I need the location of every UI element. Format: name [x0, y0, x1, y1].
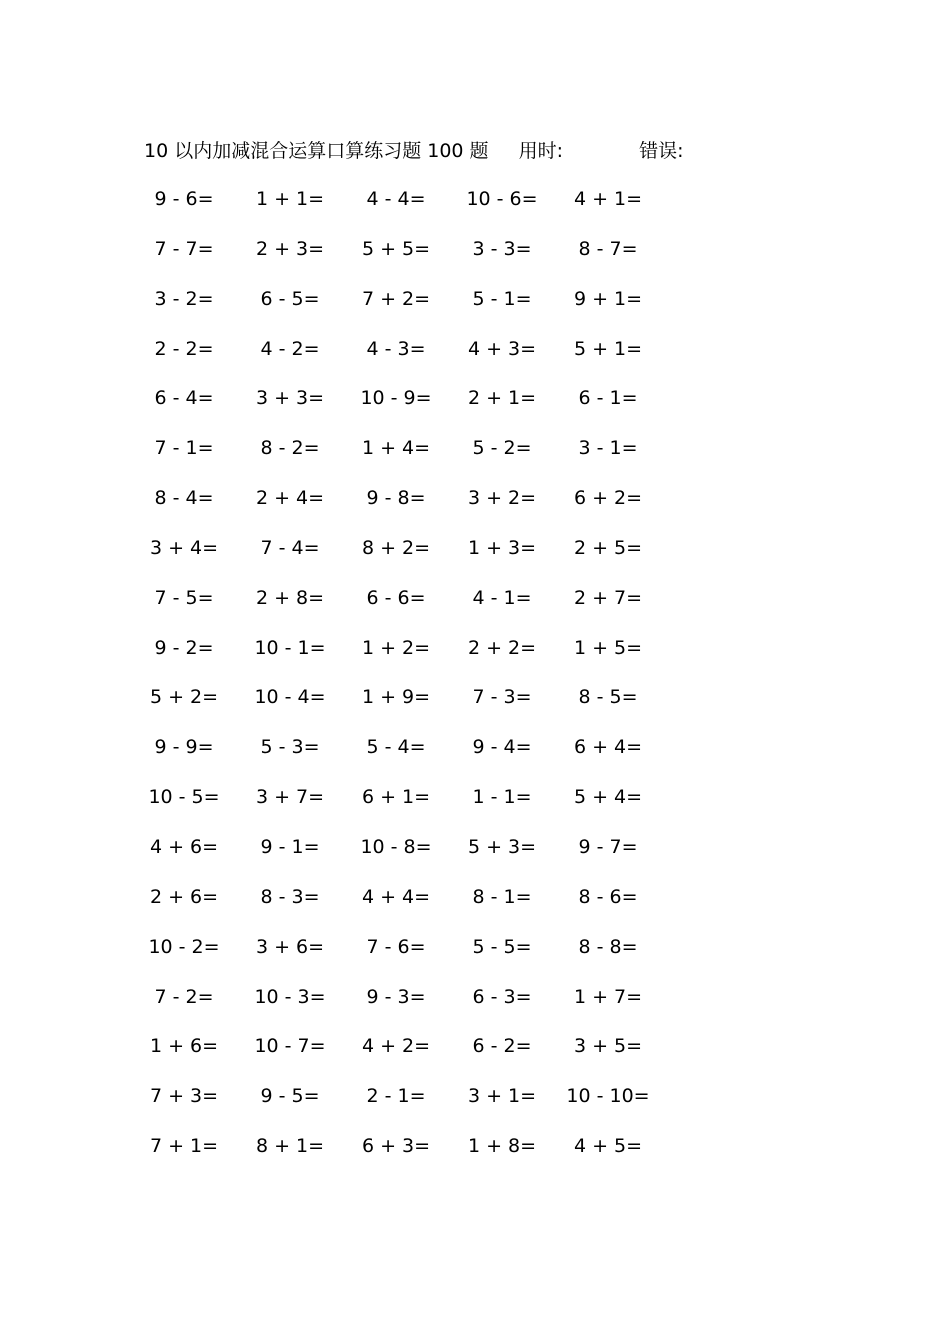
problem-item: 2 + 7=: [573, 586, 643, 609]
problem-item: 8 - 3=: [260, 885, 320, 908]
problem-item: 1 + 5=: [573, 636, 643, 659]
problem-item: 1 + 6=: [149, 1035, 219, 1058]
problem-item: 3 + 7=: [255, 786, 325, 809]
problem-item: 6 - 2=: [472, 1035, 532, 1058]
problem-item: 3 + 2=: [467, 487, 537, 510]
problem-row: [0, 635, 950, 685]
problem-item: 7 + 3=: [149, 1085, 219, 1108]
problem-item: 3 + 5=: [573, 1035, 643, 1058]
problem-row: [0, 734, 950, 784]
problem-item: 6 - 5=: [260, 287, 320, 310]
problem-item: 3 + 6=: [255, 935, 325, 958]
problem-item: 9 - 7=: [578, 835, 638, 858]
problem-row: [0, 884, 950, 934]
problem-row: [0, 684, 950, 734]
problem-item: 6 + 1=: [361, 786, 431, 809]
problem-item: 1 - 1=: [472, 786, 532, 809]
problem-item: 8 - 2=: [260, 437, 320, 460]
problem-item: 6 + 4=: [573, 736, 643, 759]
problem-grid: [0, 186, 950, 1183]
problem-item: 3 - 3=: [472, 237, 532, 260]
problem-item: 10 - 5=: [148, 786, 220, 809]
problem-row: [0, 336, 950, 386]
problem-item: 2 + 1=: [467, 387, 537, 410]
problem-item: 6 + 2=: [573, 487, 643, 510]
problem-item: 1 + 7=: [573, 985, 643, 1008]
errors-count-label: 错误:: [639, 140, 684, 162]
problem-row: [0, 784, 950, 834]
problem-item: 9 - 6=: [154, 188, 214, 210]
problem-item: 4 + 4=: [361, 885, 431, 908]
problem-item: 10 - 6=: [466, 188, 538, 210]
problem-item: 1 + 1=: [255, 188, 325, 210]
problem-row: [0, 834, 950, 884]
problem-row: [0, 984, 950, 1034]
problem-item: 4 + 5=: [573, 1135, 643, 1158]
problem-item: 4 - 1=: [472, 586, 532, 609]
problem-item: 7 - 4=: [260, 536, 320, 559]
problem-item: 5 + 2=: [149, 686, 219, 709]
problem-item: 7 - 5=: [154, 586, 214, 609]
problem-item: 1 + 9=: [361, 686, 431, 709]
problem-item: 7 + 1=: [149, 1135, 219, 1158]
problem-item: 7 + 2=: [361, 287, 431, 310]
problem-row: [0, 286, 950, 336]
problem-item: 10 - 9=: [360, 387, 432, 410]
problem-item: 9 + 1=: [573, 287, 643, 310]
problem-item: 6 - 6=: [366, 586, 426, 609]
problem-item: 5 + 1=: [573, 337, 643, 360]
problem-row: [0, 934, 950, 984]
problem-item: 8 - 8=: [578, 935, 638, 958]
problem-item: 9 - 5=: [260, 1085, 320, 1108]
problem-item: 6 - 4=: [154, 387, 214, 410]
problem-item: 1 + 8=: [467, 1135, 537, 1158]
problem-item: 2 + 5=: [573, 536, 643, 559]
problem-item: 7 - 7=: [154, 237, 214, 260]
problem-item: 3 - 1=: [578, 437, 638, 460]
problem-item: 9 - 4=: [472, 736, 532, 759]
problem-item: 8 - 4=: [154, 487, 214, 510]
problem-item: 1 + 2=: [361, 636, 431, 659]
problem-row: [0, 1133, 950, 1183]
problem-item: 8 - 1=: [472, 885, 532, 908]
problem-item: 10 - 3=: [254, 985, 326, 1008]
problem-item: 4 + 2=: [361, 1035, 431, 1058]
problem-item: 5 - 5=: [472, 935, 532, 958]
problem-row: [0, 1033, 950, 1083]
problem-item: 10 - 1=: [254, 636, 326, 659]
problem-item: 2 + 6=: [149, 885, 219, 908]
problem-item: 9 - 8=: [366, 487, 426, 510]
problem-item: 5 + 3=: [467, 835, 537, 858]
problem-item: 5 + 5=: [361, 237, 431, 260]
problem-item: 2 + 4=: [255, 487, 325, 510]
time-taken-label: 用时:: [518, 140, 564, 162]
problem-item: 8 - 5=: [578, 686, 638, 709]
problem-item: 2 + 2=: [467, 636, 537, 659]
problem-item: 2 - 1=: [366, 1085, 426, 1108]
problem-item: 3 + 3=: [255, 387, 325, 410]
problem-item: 7 - 2=: [154, 985, 214, 1008]
problem-item: 5 - 4=: [366, 736, 426, 759]
problem-item: 4 + 6=: [149, 835, 219, 858]
problem-item: 10 - 8=: [360, 835, 432, 858]
problem-item: 4 - 2=: [260, 337, 320, 360]
problem-item: 7 - 6=: [366, 935, 426, 958]
problem-item: 5 + 4=: [573, 786, 643, 809]
problem-item: 2 + 8=: [255, 586, 325, 609]
problem-item: 9 - 9=: [154, 736, 214, 759]
problem-item: 9 - 2=: [154, 636, 214, 659]
problem-item: 5 - 3=: [260, 736, 320, 759]
problem-item: 9 - 1=: [260, 835, 320, 858]
problem-item: 6 - 1=: [578, 387, 638, 410]
problem-item: 10 - 10=: [566, 1085, 650, 1108]
problem-row: [0, 485, 950, 535]
problem-item: 4 + 1=: [573, 188, 643, 210]
problem-item: 10 - 7=: [254, 1035, 326, 1058]
problem-item: 4 - 3=: [366, 337, 426, 360]
problem-row: [0, 535, 950, 585]
problem-item: 6 - 3=: [472, 985, 532, 1008]
problem-item: 7 - 3=: [472, 686, 532, 709]
problem-item: 4 - 4=: [366, 188, 426, 210]
problem-row: [0, 385, 950, 435]
problem-item: 3 + 4=: [149, 536, 219, 559]
problem-item: 2 + 3=: [255, 237, 325, 260]
problem-item: 3 + 1=: [467, 1085, 537, 1108]
problem-item: 4 + 3=: [467, 337, 537, 360]
problem-item: 5 - 1=: [472, 287, 532, 310]
problem-item: 1 + 3=: [467, 536, 537, 559]
problem-item: 10 - 2=: [148, 935, 220, 958]
problem-row: [0, 236, 950, 286]
problem-item: 8 - 6=: [578, 885, 638, 908]
problem-row: [0, 435, 950, 485]
problem-item: 8 + 2=: [361, 536, 431, 559]
problem-row: [0, 186, 950, 236]
worksheet-title: 10 以内加减混合运算口算练习题 100 题: [144, 140, 489, 162]
problem-item: 8 - 7=: [578, 237, 638, 260]
problem-item: 2 - 2=: [154, 337, 214, 360]
worksheet-header: [144, 138, 683, 164]
problem-item: 8 + 1=: [255, 1135, 325, 1158]
problem-item: 1 + 4=: [361, 437, 431, 460]
problem-item: 3 - 2=: [154, 287, 214, 310]
problem-row: [0, 585, 950, 635]
problem-item: 7 - 1=: [154, 437, 214, 460]
problem-item: 9 - 3=: [366, 985, 426, 1008]
problem-item: 10 - 4=: [254, 686, 326, 709]
problem-row: [0, 1083, 950, 1133]
problem-item: 5 - 2=: [472, 437, 532, 460]
problem-item: 6 + 3=: [361, 1135, 431, 1158]
